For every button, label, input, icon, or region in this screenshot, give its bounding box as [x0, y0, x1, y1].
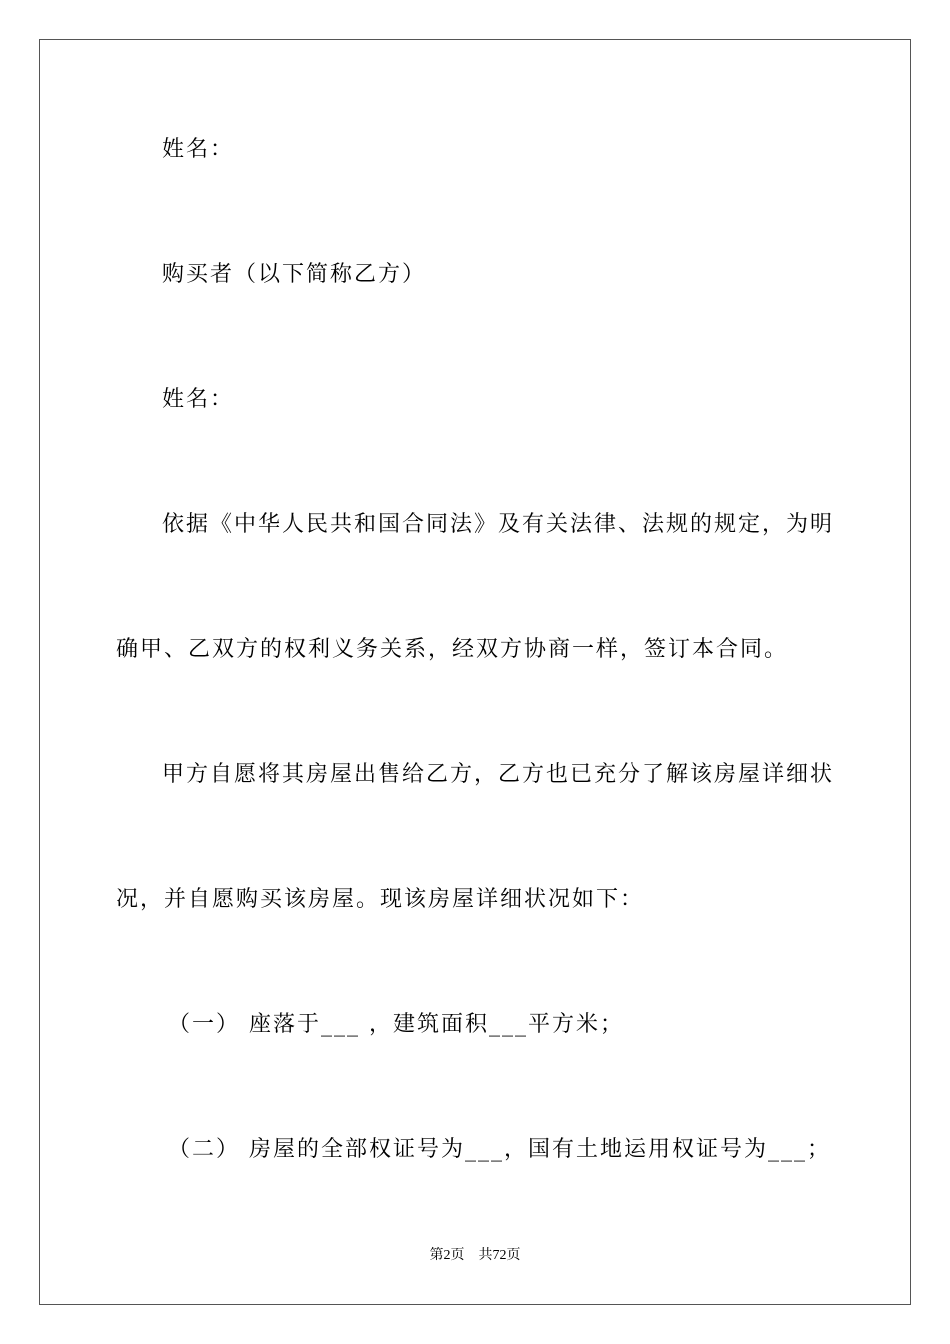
page-frame	[39, 39, 911, 1305]
clause-item-2: （二） 房屋的全部权证号为___，国有土地运用权证号为___；	[168, 1137, 831, 1162]
property-statement-line-1: 甲方自愿将其房屋出售给乙方，乙方也已充分了解该房屋详细状	[162, 762, 835, 787]
seller-name-label: 姓名：	[162, 137, 235, 162]
page-number: 第2页	[429, 1248, 465, 1263]
page-total: 共72页	[478, 1248, 521, 1263]
buyer-name-label: 姓名：	[162, 387, 235, 412]
contract-intro-line-2: 确甲、乙双方的权利义务关系，经双方协商一样，签订本合同。	[116, 637, 789, 662]
clause-item-1: （一） 座落于___ ，建筑面积___平方米；	[168, 1012, 624, 1037]
buyer-heading: 购买者（以下简称乙方）	[162, 262, 427, 287]
page-footer	[0, 1247, 950, 1265]
property-statement-line-2: 况，并自愿购买该房屋。现该房屋详细状况如下：	[116, 887, 645, 912]
contract-intro-line-1: 依据《中华人民共和国合同法》及有关法律、法规的规定，为明	[162, 512, 835, 537]
